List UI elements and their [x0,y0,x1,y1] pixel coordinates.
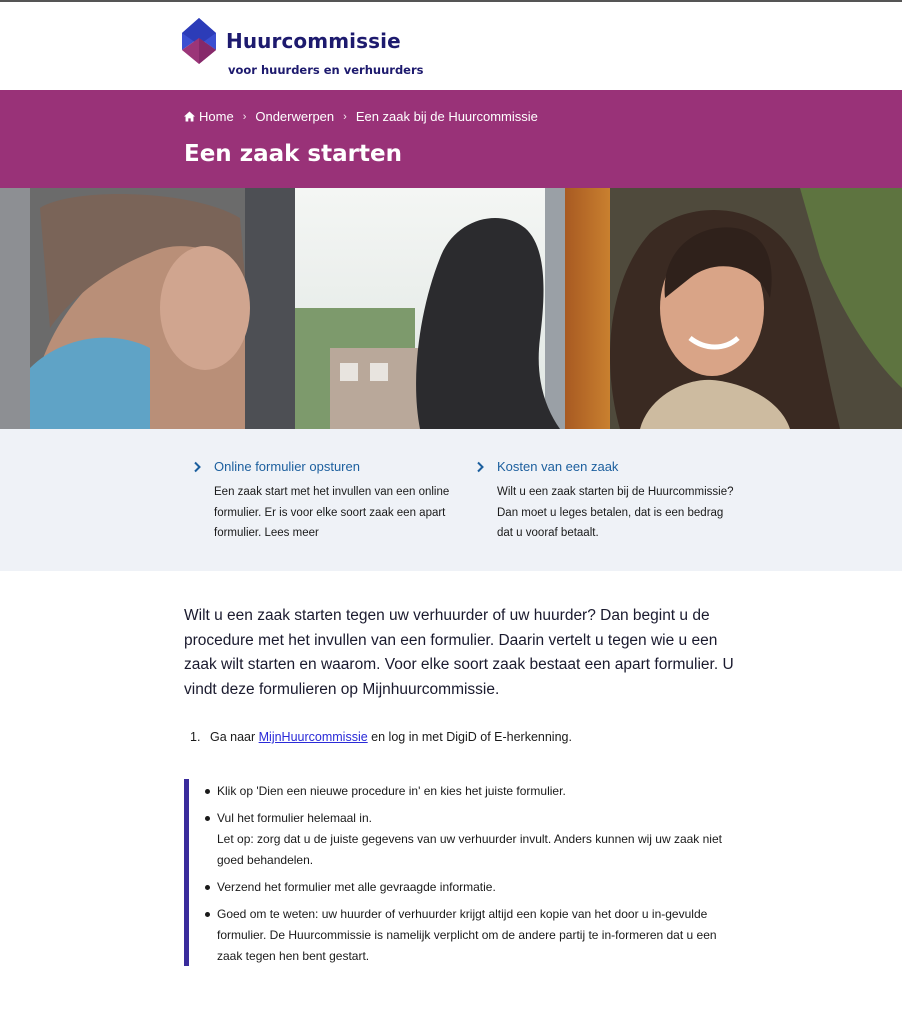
card-link-kosten[interactable] [475,459,735,474]
breadcrumb-zaak[interactable]: Een zaak bij de Huurcommissie [355,109,538,124]
card-online-formulier [192,459,452,544]
breadcrumb-home[interactable]: Home [199,109,234,124]
site-logo-link[interactable] [182,18,424,77]
card-kosten [475,459,735,544]
chevron-right-icon [192,461,202,473]
mijnhuurcommissie-link[interactable]: MijnHuurcommissie [258,730,368,744]
list-item-subtext: Let op: zorg dat u de juiste gegevens van uw verhuurder invult. Anders kunnen wij uw zaak niet goed behandelen. [217,832,722,867]
chevron-right-icon [475,461,485,473]
page-header-band [0,90,902,188]
step-number: 1. [190,730,201,744]
instructions-note [184,779,744,966]
instructions-list [203,781,744,967]
list-item [203,808,744,871]
list-item [203,904,744,967]
chevron-right-icon: › [242,110,247,123]
step-text-after: en log in met DigiD of E-herkenning. [367,730,572,744]
site-name: Huurcommissie [226,29,401,53]
site-tagline: voor huurders en verhuurders [228,63,424,77]
list-item-text: Vul het formulier helemaal in. [217,811,372,825]
list-item-text: Goed om te weten: uw huurder of verhuurder krijgt altijd een kopie van het door u in-gevulde formulier. De Huurcommissie is namelijk verplicht om de andere partij te in-formeren dat u een zaak tegen hen bent gestart. [217,907,717,963]
quick-links [0,429,902,571]
list-item-text: Klik op 'Dien een nieuwe procedure in' en kies het juiste formulier. [217,784,566,798]
card-link-label: Online formulier opsturen [214,459,360,474]
breadcrumb [184,109,538,124]
list-item [203,877,744,898]
chevron-right-icon: › [343,110,347,123]
list-item-text: Verzend het formulier met alle gevraagde informatie. [217,880,496,894]
list-item [203,781,744,802]
step-text-before: Ga naar [210,730,259,744]
card-description: Een zaak start met het invullen van een online formulier. Er is voor elke soort zaak een apart formulier. Lees meer [214,486,450,539]
card-description: Wilt u een zaak starten bij de Huurcommissie? Dan moet u leges betalen, dat is een bedrag dat u vooraf betaalt. [497,486,734,539]
house-diamond-logo-icon [182,18,216,64]
hero-photo-illustration [0,188,902,429]
card-link-online-formulier[interactable] [192,459,452,474]
card-link-label: Kosten van een zaak [497,459,619,474]
hero-photo [0,188,902,429]
home-icon [184,111,195,122]
site-header [0,2,902,90]
breadcrumb-onderwerpen[interactable]: Onderwerpen [255,109,335,124]
intro-paragraph: Wilt u een zaak starten tegen uw verhuurder of uw huurder? Dan begint u de procedure met het invullen van een formulier. Daarin vertelt u tegen wie u een zaak wilt starten en waarom. Voor elke soort zaak bestaat een apart formulier. U vindt deze formulieren op Mijnhuurcommissie. [184,607,734,698]
step-list [190,730,572,744]
page-title: Een zaak starten [184,141,402,167]
